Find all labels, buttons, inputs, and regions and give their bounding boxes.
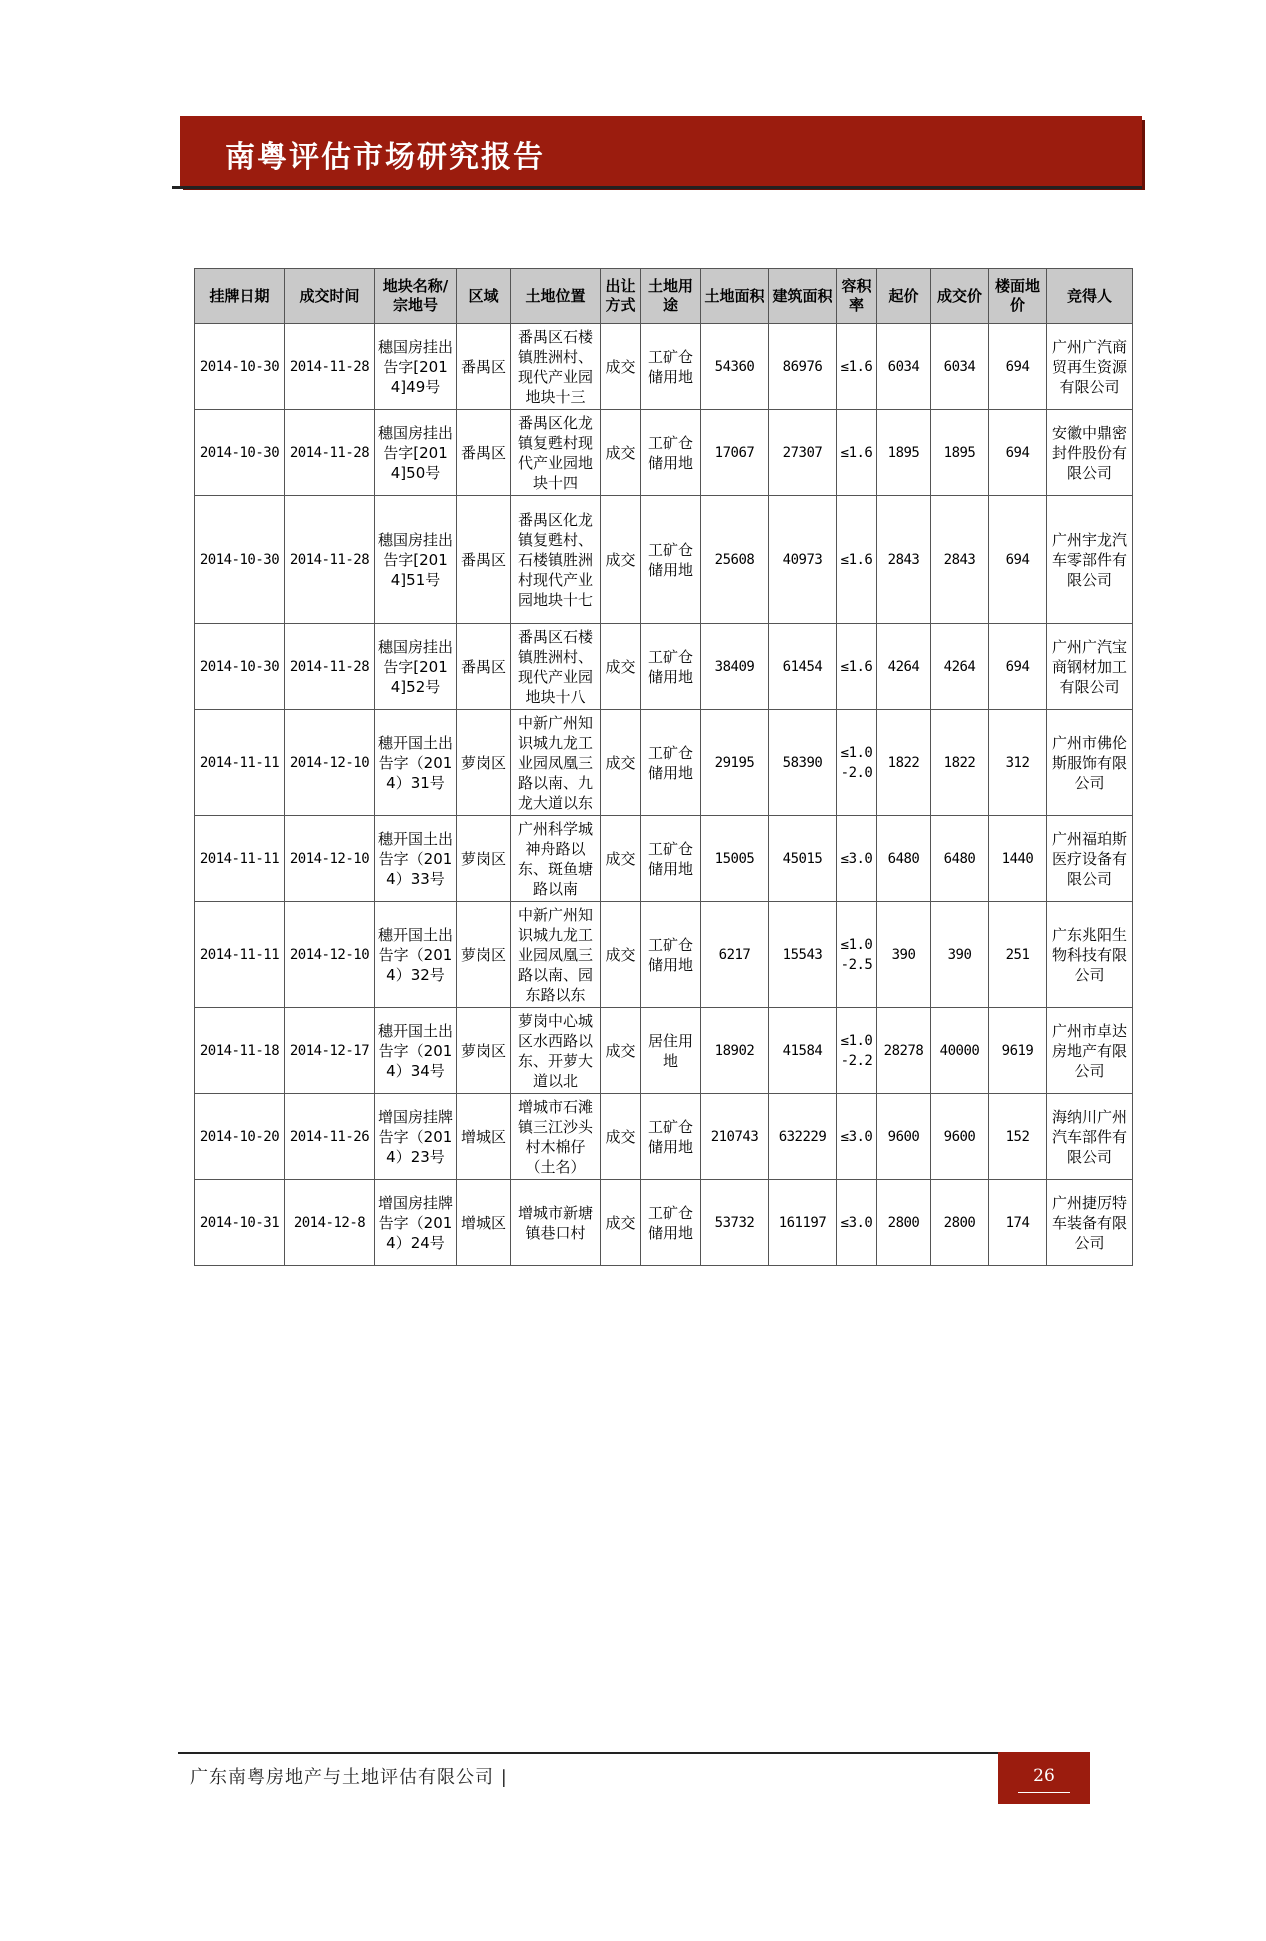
table-cell: 广州市卓达房地产有限公司: [1047, 1008, 1133, 1094]
table-cell: 17067: [701, 410, 769, 496]
table-row: [195, 624, 1133, 710]
column-header: 起价: [877, 269, 931, 324]
table-cell: ≤3.0: [837, 816, 877, 902]
table-cell: 54360: [701, 324, 769, 410]
table-cell: 2014-10-20: [195, 1094, 285, 1180]
table-cell: 穗开国土出告字（2014）31号: [375, 710, 457, 816]
table-cell: 2014-11-28: [285, 410, 375, 496]
table-cell: 2014-10-30: [195, 324, 285, 410]
table-cell: 4264: [877, 624, 931, 710]
table-body: [195, 324, 1133, 1266]
column-header: 出让方式: [601, 269, 641, 324]
table-cell: 38409: [701, 624, 769, 710]
table-cell: 2014-11-18: [195, 1008, 285, 1094]
table-cell: ≤1.6: [837, 496, 877, 624]
table-header-row: [195, 269, 1133, 324]
table-cell: 694: [989, 410, 1047, 496]
table-cell: 番禺区: [457, 496, 511, 624]
table-cell: 工矿仓储用地: [641, 324, 701, 410]
table-cell: 251: [989, 902, 1047, 1008]
table-row: [195, 496, 1133, 624]
page-number: 26: [1033, 1766, 1055, 1786]
table-cell: 2014-12-10: [285, 816, 375, 902]
table-cell: 中新广州知识城九龙工业园凤凰三路以南、九龙大道以东: [511, 710, 601, 816]
table-cell: 工矿仓储用地: [641, 496, 701, 624]
table-cell: 2843: [877, 496, 931, 624]
table-cell: 番禺区石楼镇胜洲村、现代产业园地块十三: [511, 324, 601, 410]
table-cell: 工矿仓储用地: [641, 1094, 701, 1180]
table-cell: 广州科学城神舟路以东、斑鱼塘路以南: [511, 816, 601, 902]
table-row: [195, 902, 1133, 1008]
table-cell: 41584: [769, 1008, 837, 1094]
table-cell: 2014-12-17: [285, 1008, 375, 1094]
table-cell: 成交: [601, 902, 641, 1008]
table-cell: 2014-10-30: [195, 410, 285, 496]
table-cell: 2014-12-10: [285, 902, 375, 1008]
table-cell: 工矿仓储用地: [641, 1180, 701, 1266]
table-cell: 28278: [877, 1008, 931, 1094]
table-cell: 2014-10-30: [195, 496, 285, 624]
table-cell: 成交: [601, 816, 641, 902]
table-cell: 增国房挂牌告字（2014）24号: [375, 1180, 457, 1266]
table-cell: 6480: [877, 816, 931, 902]
table-cell: 成交: [601, 624, 641, 710]
table-cell: 广东兆阳生物科技有限公司: [1047, 902, 1133, 1008]
table-cell: 2800: [931, 1180, 989, 1266]
table-cell: 广州广汽商贸再生资源有限公司: [1047, 324, 1133, 410]
page-number-box: [998, 1752, 1090, 1804]
table-cell: 312: [989, 710, 1047, 816]
table-cell: 广州捷厉特车装备有限公司: [1047, 1180, 1133, 1266]
table-cell: 工矿仓储用地: [641, 816, 701, 902]
page-number-underline: [1018, 1792, 1070, 1793]
column-header: 楼面地价: [989, 269, 1047, 324]
table-cell: 2014-11-11: [195, 816, 285, 902]
table-cell: 萝岗区: [457, 902, 511, 1008]
table-cell: 工矿仓储用地: [641, 410, 701, 496]
table-cell: 穗开国土出告字（2014）33号: [375, 816, 457, 902]
table-row: [195, 1008, 1133, 1094]
table-cell: 工矿仓储用地: [641, 902, 701, 1008]
table-cell: 694: [989, 624, 1047, 710]
report-title: 南粤评估市场研究报告: [225, 140, 545, 175]
table-cell: 25608: [701, 496, 769, 624]
table-cell: 9619: [989, 1008, 1047, 1094]
column-header: 竞得人: [1047, 269, 1133, 324]
column-header: 土地位置: [511, 269, 601, 324]
table-cell: 2014-11-28: [285, 624, 375, 710]
table-cell: 番禺区: [457, 410, 511, 496]
table-cell: 45015: [769, 816, 837, 902]
table-cell: 1895: [877, 410, 931, 496]
column-header: 建筑面积: [769, 269, 837, 324]
column-header: 成交价: [931, 269, 989, 324]
table-cell: 61454: [769, 624, 837, 710]
table-cell: 穗国房挂出告字[2014]50号: [375, 410, 457, 496]
table-cell: 穗开国土出告字（2014）32号: [375, 902, 457, 1008]
table-cell: 1895: [931, 410, 989, 496]
table-cell: 成交: [601, 1094, 641, 1180]
table-row: [195, 410, 1133, 496]
table-cell: ≤3.0: [837, 1180, 877, 1266]
table-cell: 海纳川广州汽车部件有限公司: [1047, 1094, 1133, 1180]
table-cell: 694: [989, 496, 1047, 624]
table-cell: 成交: [601, 410, 641, 496]
table-cell: ≤1.6: [837, 410, 877, 496]
table-cell: 番禺区: [457, 624, 511, 710]
table-cell: ≤1.0-2.0: [837, 710, 877, 816]
table-cell: 152: [989, 1094, 1047, 1180]
table-cell: 增城区: [457, 1094, 511, 1180]
column-header: 土地面积: [701, 269, 769, 324]
table-cell: 18902: [701, 1008, 769, 1094]
table-cell: 53732: [701, 1180, 769, 1266]
table-cell: 390: [931, 902, 989, 1008]
table-cell: 694: [989, 324, 1047, 410]
table-cell: 1822: [877, 710, 931, 816]
table-cell: 2014-11-28: [285, 496, 375, 624]
table-cell: 1822: [931, 710, 989, 816]
table-row: [195, 710, 1133, 816]
table-cell: 2014-11-26: [285, 1094, 375, 1180]
column-header: 容积率: [837, 269, 877, 324]
table-cell: 40000: [931, 1008, 989, 1094]
table-cell: 穗国房挂出告字[2014]51号: [375, 496, 457, 624]
table-cell: 40973: [769, 496, 837, 624]
table-cell: 1440: [989, 816, 1047, 902]
table-cell: 29195: [701, 710, 769, 816]
table-cell: 萝岗区: [457, 1008, 511, 1094]
table-cell: 萝岗区: [457, 710, 511, 816]
table-row: [195, 324, 1133, 410]
table-cell: 6217: [701, 902, 769, 1008]
table-cell: 2014-11-28: [285, 324, 375, 410]
table-cell: 增城区: [457, 1180, 511, 1266]
table-cell: 穗国房挂出告字[2014]49号: [375, 324, 457, 410]
table-row: [195, 1094, 1133, 1180]
table-cell: 58390: [769, 710, 837, 816]
table-cell: ≤3.0: [837, 1094, 877, 1180]
table-cell: 穗开国土出告字（2014）34号: [375, 1008, 457, 1094]
table-cell: 632229: [769, 1094, 837, 1180]
table-cell: 15543: [769, 902, 837, 1008]
table-cell: 广州广汽宝商钢材加工有限公司: [1047, 624, 1133, 710]
table-cell: 86976: [769, 324, 837, 410]
table-cell: 27307: [769, 410, 837, 496]
table-row: [195, 816, 1133, 902]
table-cell: 中新广州知识城九龙工业园凤凰三路以南、园东路以东: [511, 902, 601, 1008]
table-cell: 2014-12-10: [285, 710, 375, 816]
table-cell: 增城市石滩镇三江沙头村木棉仔（土名）: [511, 1094, 601, 1180]
table-cell: 居住用地: [641, 1008, 701, 1094]
table-row: [195, 1180, 1133, 1266]
table-cell: 6034: [931, 324, 989, 410]
table-cell: 广州福珀斯医疗设备有限公司: [1047, 816, 1133, 902]
table-cell: 4264: [931, 624, 989, 710]
table-cell: 广州市佛伦斯服饰有限公司: [1047, 710, 1133, 816]
table-cell: 15005: [701, 816, 769, 902]
table-cell: 2014-11-11: [195, 902, 285, 1008]
column-header: 土地用途: [641, 269, 701, 324]
column-header: 地块名称/宗地号: [375, 269, 457, 324]
table-cell: 工矿仓储用地: [641, 710, 701, 816]
table-cell: 210743: [701, 1094, 769, 1180]
table-cell: 增国房挂牌告字（2014）23号: [375, 1094, 457, 1180]
table-cell: 390: [877, 902, 931, 1008]
table-cell: 2800: [877, 1180, 931, 1266]
table-cell: 9600: [877, 1094, 931, 1180]
table-cell: ≤1.6: [837, 324, 877, 410]
table-cell: 增城市新塘镇巷口村: [511, 1180, 601, 1266]
column-header: 成交时间: [285, 269, 375, 324]
table-cell: 成交: [601, 710, 641, 816]
table-cell: 安徽中鼎密封件股份有限公司: [1047, 410, 1133, 496]
table-cell: ≤1.0-2.5: [837, 902, 877, 1008]
table-cell: 174: [989, 1180, 1047, 1266]
table-cell: 2014-10-30: [195, 624, 285, 710]
table-cell: 番禺区化龙镇复甦村、石楼镇胜洲村现代产业园地块十七: [511, 496, 601, 624]
footer-company-name: 广东南粤房地产与土地评估有限公司 |: [190, 1767, 508, 1788]
table-cell: 2014-11-11: [195, 710, 285, 816]
table-cell: 成交: [601, 496, 641, 624]
table-cell: 穗国房挂出告字[2014]52号: [375, 624, 457, 710]
column-header: 区域: [457, 269, 511, 324]
table-cell: 成交: [601, 324, 641, 410]
table-cell: 番禺区化龙镇复甦村现代产业园地块十四: [511, 410, 601, 496]
header-divider: [172, 186, 1142, 189]
table-cell: 广州宇龙汽车零部件有限公司: [1047, 496, 1133, 624]
table-cell: 161197: [769, 1180, 837, 1266]
table-cell: 2843: [931, 496, 989, 624]
land-transaction-table: [194, 268, 1133, 1266]
table-cell: ≤1.6: [837, 624, 877, 710]
table-cell: 2014-12-8: [285, 1180, 375, 1266]
table-cell: 番禺区: [457, 324, 511, 410]
table-cell: ≤1.0-2.2: [837, 1008, 877, 1094]
table-cell: 2014-10-31: [195, 1180, 285, 1266]
footer-divider: [178, 1752, 1000, 1754]
table-cell: 6480: [931, 816, 989, 902]
table-cell: 番禺区石楼镇胜洲村、现代产业园地块十八: [511, 624, 601, 710]
column-header: 挂牌日期: [195, 269, 285, 324]
table-cell: 工矿仓储用地: [641, 624, 701, 710]
report-header-bar: [180, 116, 1142, 186]
table-cell: 9600: [931, 1094, 989, 1180]
table-cell: 成交: [601, 1008, 641, 1094]
table-cell: 6034: [877, 324, 931, 410]
table-cell: 萝岗中心城区水西路以东、开萝大道以北: [511, 1008, 601, 1094]
table-cell: 萝岗区: [457, 816, 511, 902]
table-cell: 成交: [601, 1180, 641, 1266]
